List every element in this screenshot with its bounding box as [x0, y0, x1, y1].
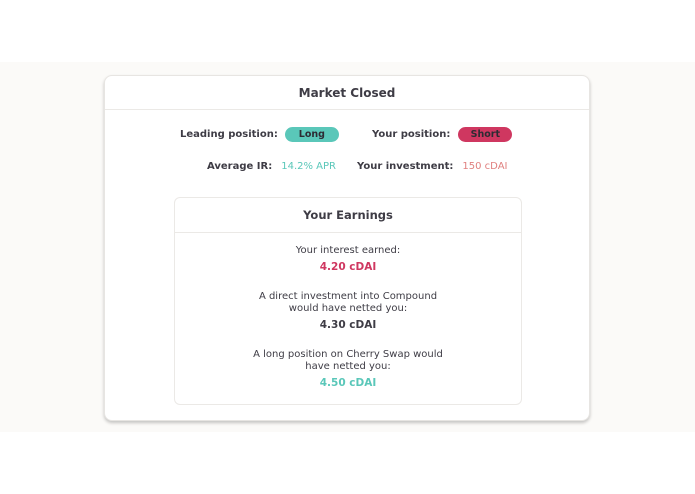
long-line-2: have netted you:	[305, 361, 391, 372]
leading-position-row	[180, 127, 339, 142]
average-ir-value: 14.2% APR	[281, 161, 336, 172]
your-investment-row	[357, 161, 507, 172]
your-position-row	[372, 127, 512, 142]
average-ir-row	[207, 161, 336, 172]
leading-position-label: Leading position:	[180, 129, 278, 140]
market-status-title: Market Closed	[105, 76, 589, 110]
leading-position-badge: Long	[285, 127, 339, 142]
compound-line-2: would have netted you:	[288, 303, 408, 314]
your-investment-label: Your investment:	[357, 161, 454, 172]
interest-earned-value: 4.20 cDAI	[319, 261, 377, 273]
long-position-value: 4.50 cDAI	[319, 377, 377, 389]
earnings-panel	[174, 197, 522, 405]
compound-line-1: A direct investment into Compound	[258, 291, 438, 302]
average-ir-label: Average IR:	[207, 161, 273, 172]
compound-comparison-label	[175, 291, 521, 315]
your-position-label: Your position:	[372, 129, 451, 140]
your-investment-value: 150 cDAI	[462, 161, 508, 172]
compound-value: 4.30 cDAI	[319, 319, 377, 331]
interest-earned-label	[175, 245, 521, 257]
long-line-1: A long position on Cherry Swap would	[253, 349, 443, 360]
interest-earned-text: Your interest earned:	[295, 245, 401, 256]
long-position-comparison-label	[175, 349, 521, 373]
market-card	[104, 75, 590, 421]
your-position-badge: Short	[458, 127, 512, 142]
earnings-title: Your Earnings	[175, 198, 521, 233]
